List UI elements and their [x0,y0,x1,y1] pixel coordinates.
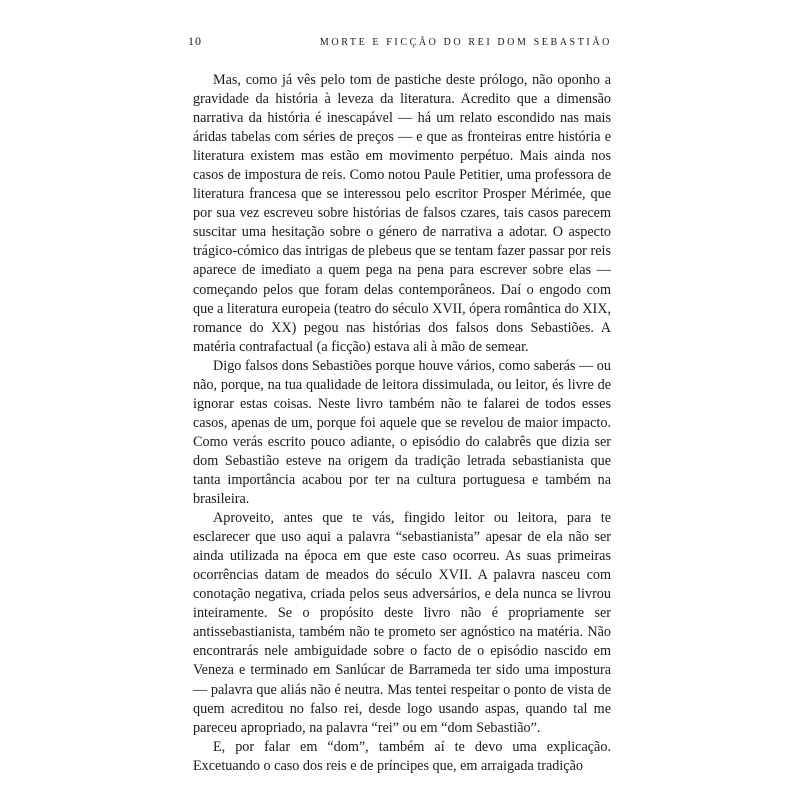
page-number: 10 [188,34,202,48]
paragraph-4: E, por falar em “dom”, também aí te devo uma explicação. Excetuando o caso dos reis e de príncipes que, em arraigada tradição [193,738,611,774]
paragraph-1: Mas, como já vês pelo tom de pastiche deste prólogo, não oponho a gravidade da história à leveza da literatura. Acredito que a dimensão narrativa da história é inescapável — há um relato escondido nas mais áridas tabelas com séries de preços — e que as fronteiras entre história e literatura existem mas estão em movimento perpétuo. Mais ainda nos casos de impostura de reis. Como notou Paule Petitier, uma professora de literatura francesa que se interessou pelo escritor Prosper Mérimée, que por sua vez escreveu sobre histórias de falsos czares, tais casos parecem suscitar uma hesitação sobre o género de narrativa a adotar. O aspecto trágico-cómico das intrigas de plebeus que se tentam fazer passar por reis aparece de imediato a quem pega na pena para escrever sobre elas — começando pelos que foram delas contemporâneos. Daí o engodo com que a literatura europeia (teatro do século XVII, ópera romântica do XIX, romance do XX) pegou nas histórias dos falsos dons Sebastiões. A matéria contrafactual (a ficção) estava ali à mão de semear. [193,72,611,355]
paragraph-2: Digo falsos dons Sebastiões porque houve vários, como saberás — ou não, porque, na tua qualidade de leitora dissimulada, ou leitor, és livre de ignorar estas coisas. Neste livro também não te falarei de todos esses casos, apenas de um, porque foi aquele que se revelou de maior impacto. Como verás escrito pouco adiante, o episódio do calabrês que dizia ser dom Sebastião esteve na origem da tradição letrada sebastianista que tanta importância acabou por ter na cultura portuguesa e também na brasileira. [193,357,611,508]
paragraph-3: Aproveito, antes que te vás, fingido leitor ou leitora, para te esclarecer que uso aqui a palavra “sebastianista” apesar de ela não ser ainda utilizada na época em que este caso ocorreu. As suas primeiras ocorrências datam de meados do século XVII. A palavra nasceu com conotação negativa, criada pelos seus adversários, e dela nunca se livrou inteiramente. Se o propósito deste livro não é propriamente ser antissebastianista, também não te prometo ser agnóstico na matéria. Não encontrarás nele ambiguidade sobre o facto de o episódio nascido em Veneza e terminado em Sanlúcar de Barrameda ter sido uma impostura — palavra que aliás não é neutra. Mas tentei respeitar o ponto de vista de quem acreditou no falso rei, desde logo usando aspas, quando tal me pareceu apropriado, na palavra “rei” ou em “dom Sebastião”. [193,510,611,736]
running-head [188,34,612,50]
running-title: MORTE E FICÇÃO DO REI DOM SEBASTIÃO [319,37,612,48]
body-text [193,71,611,776]
